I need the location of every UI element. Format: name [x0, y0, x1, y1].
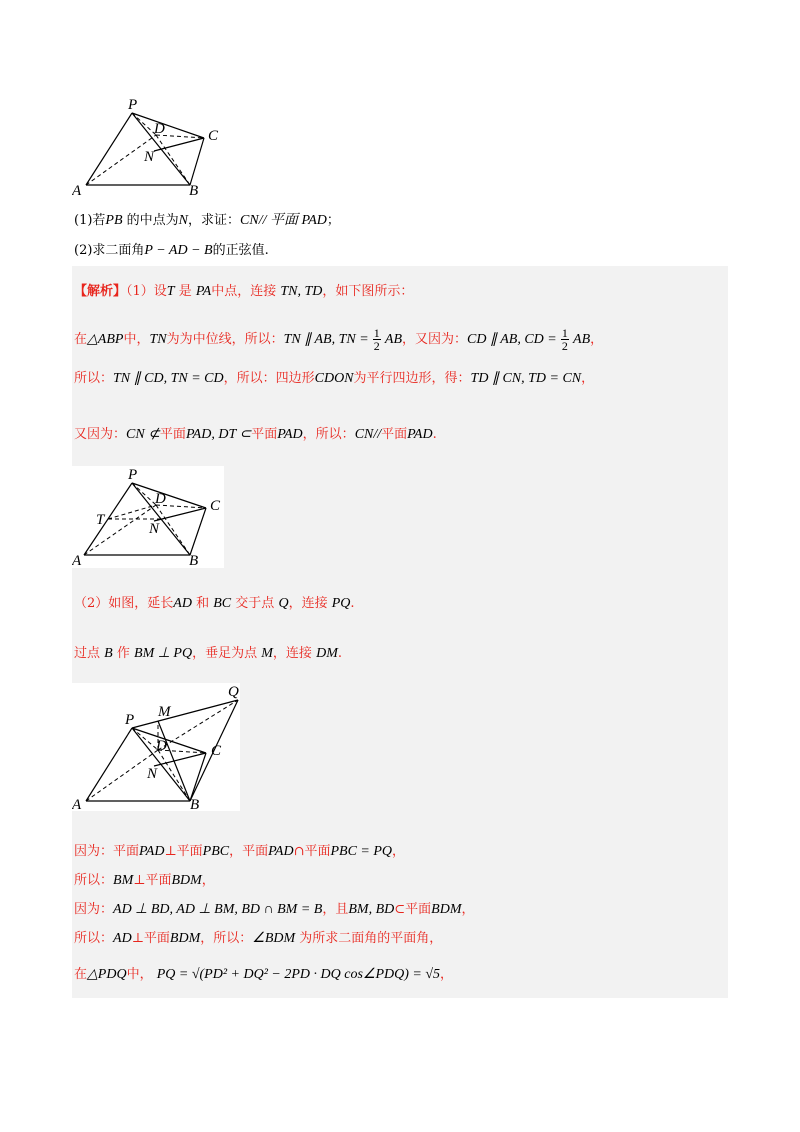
- solution-line-3: [74, 370, 594, 388]
- q2-suffix: 的正弦值.: [212, 243, 269, 258]
- label-c: C: [211, 743, 222, 759]
- l9-m1: AD ⊥ BD, AD ⊥ BM, BD ∩ BM = B: [113, 902, 323, 917]
- l6-t3: ，垂足为点: [192, 646, 258, 661]
- l3-m1: TN ∥ CD, TN = CD: [113, 371, 224, 386]
- fraction-half-1: [373, 327, 381, 352]
- l3-t4: ，: [581, 371, 595, 386]
- label-b: B: [190, 797, 200, 811]
- l11-t1: 在: [74, 967, 88, 982]
- l10-t3: ，所以：: [200, 931, 253, 946]
- q2-prefix: (2)求二面角: [74, 243, 145, 258]
- l5-m4: PQ: [331, 596, 351, 611]
- label-p: P: [125, 712, 135, 728]
- l3-t2: ，所以：四边形: [223, 371, 315, 386]
- label-m: M: [158, 704, 171, 720]
- label-a: A: [72, 797, 82, 811]
- label-c: C: [210, 498, 221, 514]
- label-p: P: [128, 97, 138, 113]
- l7-m4: PBC = PQ: [330, 844, 393, 859]
- l1-t2: 是: [178, 284, 192, 299]
- l5-t2: 和: [196, 596, 210, 611]
- l7-m2: PBC: [202, 844, 230, 859]
- l7-m3: PAD: [268, 844, 294, 859]
- l6-m4: DM: [316, 646, 338, 661]
- l2-t1: 在: [74, 332, 88, 347]
- l2-m3: TN ∥ AB, TN =: [283, 332, 369, 347]
- l5-m1: AD: [173, 596, 192, 611]
- l6-m2: BM ⊥ PQ: [134, 646, 193, 661]
- l7-t1: 因为：平面: [74, 844, 140, 859]
- l9-t2: ，且: [322, 902, 349, 917]
- l10-m3: ∠BDM: [252, 931, 296, 946]
- figure-pyramid-2: [72, 466, 224, 568]
- l7-t2: ⊥平面: [164, 844, 203, 859]
- label-q: Q: [228, 684, 239, 700]
- label-n: N: [149, 521, 160, 537]
- l8-t3: ，: [201, 873, 215, 888]
- l7-t3: ，平面: [229, 844, 269, 859]
- l3-t3: 为平行四边形，得：: [353, 371, 471, 386]
- frac-den-2: 2: [561, 339, 568, 353]
- l9-t1: 因为：: [74, 902, 114, 917]
- solution-line-4: [74, 426, 437, 444]
- l5-t1: （2）如图，延长: [74, 596, 174, 611]
- l10-t1: 所以：: [74, 931, 114, 946]
- l8-t1: 所以：: [74, 873, 114, 888]
- q1-end: ；: [326, 213, 340, 228]
- label-d: D: [155, 491, 166, 507]
- l2-m5: CD ∥ AB, CD =: [467, 332, 557, 347]
- question-1: [74, 212, 340, 230]
- l1-m2: PA: [195, 284, 212, 299]
- l8-t2: ⊥平面: [133, 873, 172, 888]
- l2-m4: AB: [384, 332, 403, 347]
- frac-num-1: 1: [373, 326, 380, 340]
- solution-line-8: [74, 872, 215, 890]
- l7-m1: PAD: [139, 844, 165, 859]
- frac-den-1: 2: [373, 339, 380, 353]
- l2-t2: 中，: [123, 332, 150, 347]
- l3-m2: CDON: [314, 371, 354, 386]
- l4-t3: 平面: [251, 427, 278, 442]
- l11-m1: △PDQ: [87, 967, 127, 982]
- l10-t2: ⊥平面: [131, 931, 170, 946]
- l6-m3: M: [261, 646, 273, 661]
- l5-t5: .: [350, 596, 355, 611]
- q1-statement: CN// 平面 PAD: [240, 213, 327, 228]
- l10-m1: AD: [113, 931, 132, 946]
- label-c: C: [208, 128, 219, 144]
- label-n: N: [147, 766, 158, 782]
- solution-tag: 【解析】: [74, 284, 127, 299]
- l6-t5: .: [337, 646, 342, 661]
- pyramid-diagram-2: [72, 466, 224, 568]
- l10-m2: BDM: [169, 931, 201, 946]
- figure-pyramid-1: [72, 96, 232, 198]
- l9-t3: ⊂平面: [394, 902, 432, 917]
- l11-t3: ，: [440, 967, 454, 982]
- l7-t4: ∩平面: [293, 844, 331, 859]
- l4-t6: .: [432, 427, 437, 442]
- l5-t4: ，连接: [288, 596, 328, 611]
- label-a: A: [72, 183, 82, 198]
- l3-m3: TD ∥ CN, TD = CN: [470, 371, 582, 386]
- l1-m3: TN, TD: [280, 284, 323, 299]
- q2-angle: P − AD − B: [144, 243, 213, 258]
- label-b: B: [189, 553, 199, 568]
- label-a: A: [72, 553, 82, 568]
- label-b: B: [189, 183, 199, 198]
- l4-m3: PAD: [277, 427, 303, 442]
- l10-t4: 为所求二面角的平面角，: [299, 931, 443, 946]
- l9-m2: BM, BD: [348, 902, 395, 917]
- l4-t5: 平面: [381, 427, 408, 442]
- frac-num-2: 1: [561, 326, 568, 340]
- l2-m1: △ABP: [87, 332, 124, 347]
- l5-m2: BC: [213, 596, 232, 611]
- l6-m1: B: [104, 646, 113, 661]
- pyramid-diagram-1: [72, 96, 232, 198]
- l1-m1: T: [166, 284, 175, 299]
- figure-pyramid-3: [72, 683, 240, 811]
- label-d: D: [154, 121, 165, 137]
- pyramid-diagram-3: [72, 683, 240, 811]
- l1-t1: （1）设: [126, 284, 167, 299]
- l4-m4: CN//: [354, 427, 382, 442]
- question-2: [74, 242, 269, 260]
- l6-t2: 作: [116, 646, 130, 661]
- fraction-half-2: [561, 327, 569, 352]
- l2-m6: AB: [573, 332, 591, 347]
- l11-t2: 中，: [126, 967, 153, 982]
- l11-m2: PQ = √(PD² + DQ² − 2PD · DQ cos∠PDQ) = √5: [156, 967, 441, 982]
- l4-m5: PAD: [407, 427, 433, 442]
- solution-line-10: [74, 930, 442, 948]
- l2-m2: TN: [149, 332, 167, 347]
- solution-line-2: [74, 327, 603, 352]
- l8-m2: BDM: [171, 873, 202, 888]
- l2-t5: ，: [590, 332, 604, 347]
- solution-line-1: [74, 283, 413, 301]
- label-p: P: [128, 467, 138, 483]
- l4-t4: ，所以：: [302, 427, 355, 442]
- l2-t3: 为为中位线，所以：: [166, 332, 284, 347]
- l6-t4: ，连接: [272, 646, 312, 661]
- solution-line-5: [74, 595, 355, 613]
- label-d: D: [156, 738, 167, 754]
- q1-n: N: [178, 213, 189, 228]
- solution-line-6: [74, 645, 342, 663]
- solution-line-9: [74, 901, 475, 919]
- l5-t3: 交于点: [235, 596, 275, 611]
- l1-t3: 中点，连接: [211, 284, 277, 299]
- l4-m1: CN ⊄: [126, 427, 160, 442]
- l4-t1: 又因为：: [74, 427, 127, 442]
- l3-t1: 所以：: [74, 371, 114, 386]
- l6-t1: 过点: [74, 646, 101, 661]
- l9-m3: BDM: [431, 902, 462, 917]
- l4-t2: 平面: [159, 427, 186, 442]
- l2-t4: ，又因为：: [402, 332, 468, 347]
- q1-prefix: (1)若: [74, 213, 106, 228]
- q1-mid: 的中点为: [122, 213, 179, 228]
- l9-t4: ，: [461, 902, 475, 917]
- label-n: N: [144, 149, 155, 165]
- l5-m3: Q: [278, 596, 289, 611]
- solution-line-11: [74, 966, 453, 984]
- q1-pb: PB: [105, 213, 123, 228]
- label-t: T: [96, 512, 105, 528]
- solution-line-7: [74, 843, 405, 861]
- q1-prove: ，求证：: [188, 213, 241, 228]
- l7-t5: ，: [392, 844, 406, 859]
- l8-m1: BM: [113, 873, 134, 888]
- l4-m2: PAD, DT ⊂: [185, 427, 252, 442]
- l1-t4: ，如下图所示：: [322, 284, 414, 299]
